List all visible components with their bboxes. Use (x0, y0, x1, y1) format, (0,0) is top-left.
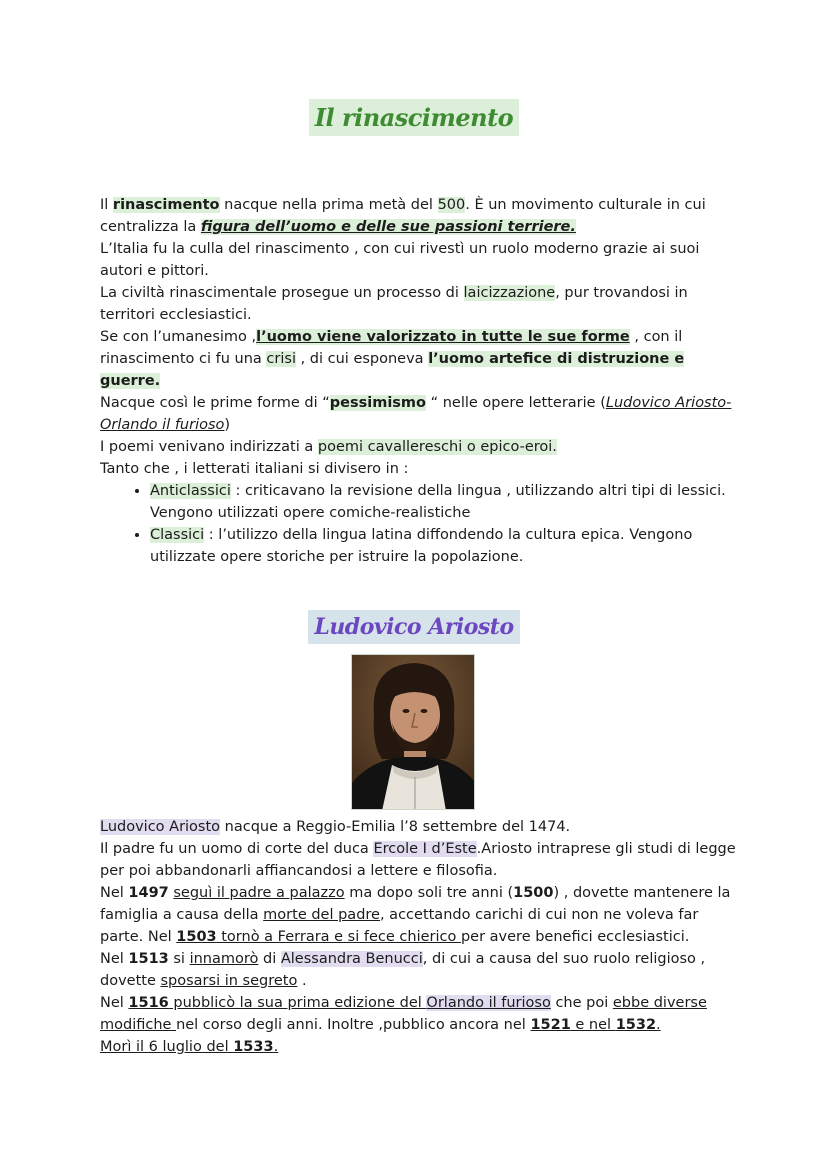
year-1532: 1532 (615, 1017, 657, 1033)
text: che poi (550, 995, 613, 1011)
highlight-rinascimento: rinascimento (112, 197, 220, 213)
underline-segreto: sposarsi in segreto (160, 973, 298, 989)
text: Nel (100, 995, 129, 1011)
paragraph-padre (100, 838, 740, 882)
year-1533: 1533 (233, 1039, 274, 1055)
reference-orlando: Ludovico Ariosto-Orlando il furioso (100, 395, 732, 433)
bullet-text: : l’utilizzo della lingua latina diffondendo la cultura epica. Vengono utilizzate opere storiche per istruire la popolazione. (150, 527, 693, 565)
text: . (656, 1017, 661, 1033)
bullet-list (100, 480, 740, 568)
text: Se con l’umanesimo , (100, 329, 257, 345)
underline-pubblico: pubblicò la sua prima edizione del (168, 995, 427, 1011)
year-1513: 1513 (128, 951, 169, 967)
text: .Ariosto intraprese gli studi di legge per poi abbandonarli affiancandosi a lettere e filosofia. (100, 841, 736, 879)
text: Il padre fu un uomo di corte del duca (100, 841, 374, 857)
text: . È un movimento culturale in cui centralizza la (100, 197, 706, 235)
bullet-term: Classici (150, 527, 205, 543)
text: nel corso degli anni. Inoltre ,pubblico ancora nel (176, 1017, 531, 1033)
year-1503: 1503 (176, 929, 217, 945)
paragraph-pessimismo (100, 392, 740, 436)
underline-palazzo: seguì il padre a palazzo (173, 885, 345, 901)
paragraph-umanesimo (100, 326, 740, 392)
text: . (297, 973, 307, 989)
paragraph-italia: L’Italia fu la culla del rinascimento , con cui rivestì un ruolo moderno grazie ai suoi autori e pittori. (100, 241, 700, 279)
text: ) , dovette mantenere la famiglia a causa della (100, 885, 731, 923)
text: Nacque così le prime forme di “ (100, 395, 330, 411)
page-title: Il rinascimento (309, 99, 519, 136)
title-container (0, 99, 828, 136)
paragraph-1513 (100, 948, 740, 992)
highlight-500: 500 (437, 197, 466, 213)
bullet-text: : criticavano la revisione della lingua , utilizzando altri tipi di lessici. Vengono utilizzati opere comiche-realistiche (150, 483, 726, 521)
text: si (168, 951, 190, 967)
underline-morte: morte del padre (263, 907, 380, 923)
year-1500: 1500 (513, 885, 554, 901)
paragraph-origin (100, 194, 740, 238)
text: ma dopo soli tre anni ( (344, 885, 514, 901)
year-1516: 1516 (128, 995, 169, 1011)
title2-container (0, 610, 828, 644)
text: Morì il 6 luglio del (100, 1039, 234, 1055)
highlight-benucci: Alessandra Benucci (280, 951, 423, 967)
underline-ferrara: tornò a Ferrara e si fece chierico (216, 929, 461, 945)
paragraph-letterati: Tanto che , i letterati italiani si divisero in : (100, 461, 409, 477)
text: “ nelle opere letterarie ( (426, 395, 606, 411)
highlight-uomo-artefice: l’uomo artefice di distruzione e guerre. (100, 351, 685, 389)
section-title: Ludovico Ariosto (308, 610, 519, 644)
text: per avere benefici ecclesiastici. (460, 929, 690, 945)
text: . (273, 1039, 279, 1055)
paragraph-1497 (100, 882, 740, 948)
underline-innamoro: innamorò (189, 951, 259, 967)
list-item (150, 480, 740, 524)
text: , con il rinascimento ci fu una (100, 329, 683, 367)
highlight-ludovico: Ludovico Ariosto (100, 819, 221, 835)
paragraph-morte (100, 1036, 740, 1058)
highlight-ercole: Ercole I d’Este (373, 841, 477, 857)
rinascimento-section (100, 194, 740, 568)
year-1521: 1521 (530, 1017, 571, 1033)
underline-e-nel: e nel (570, 1017, 616, 1033)
text: I poemi venivano indirizzati a (100, 439, 318, 455)
highlight-orlando: Orlando il furioso (426, 995, 551, 1011)
highlight-uomo-valorizzato: l’uomo viene valorizzato in tutte le sue forme (256, 329, 630, 345)
text: , di cui a causa del suo ruolo religioso , dovette (100, 951, 706, 989)
text: , pur trovandosi in territori ecclesiastici. (100, 285, 688, 323)
highlight-poemi: poemi cavallereschi o epico-eroi. (317, 439, 557, 455)
paragraph-poemi (100, 436, 740, 458)
text: nacque a Reggio-Emilia l’8 settembre del 1474. (220, 819, 571, 835)
ariosto-portrait (351, 654, 475, 810)
text: , accettando carichi di cui non ne voleva far parte. Nel (100, 907, 699, 945)
text: di (258, 951, 281, 967)
paragraph-laicizzazione (100, 282, 740, 326)
highlight-figura-uomo: figura dell’uomo e delle sue passioni terriere. (200, 219, 576, 235)
text: Nel (100, 951, 129, 967)
text: La civiltà rinascimentale prosegue un processo di (100, 285, 464, 301)
text: Il (100, 197, 113, 213)
highlight-crisi: crisi (266, 351, 296, 367)
year-1497: 1497 (128, 885, 169, 901)
list-item (150, 524, 740, 568)
paragraph-nascita (100, 816, 740, 838)
paragraph-1516 (100, 992, 740, 1036)
text: ) (224, 417, 231, 433)
bullet-term: Anticlassici (150, 483, 231, 499)
text: Nel (100, 885, 129, 901)
text: , di cui esponeva (295, 351, 429, 367)
text: nacque nella prima metà del (219, 197, 438, 213)
highlight-pessimismo: pessimismo (329, 395, 426, 411)
underline-modifiche: ebbe diverse modifiche (100, 995, 707, 1033)
highlight-laicizzazione: laicizzazione (463, 285, 556, 301)
ariosto-section (100, 816, 740, 1058)
